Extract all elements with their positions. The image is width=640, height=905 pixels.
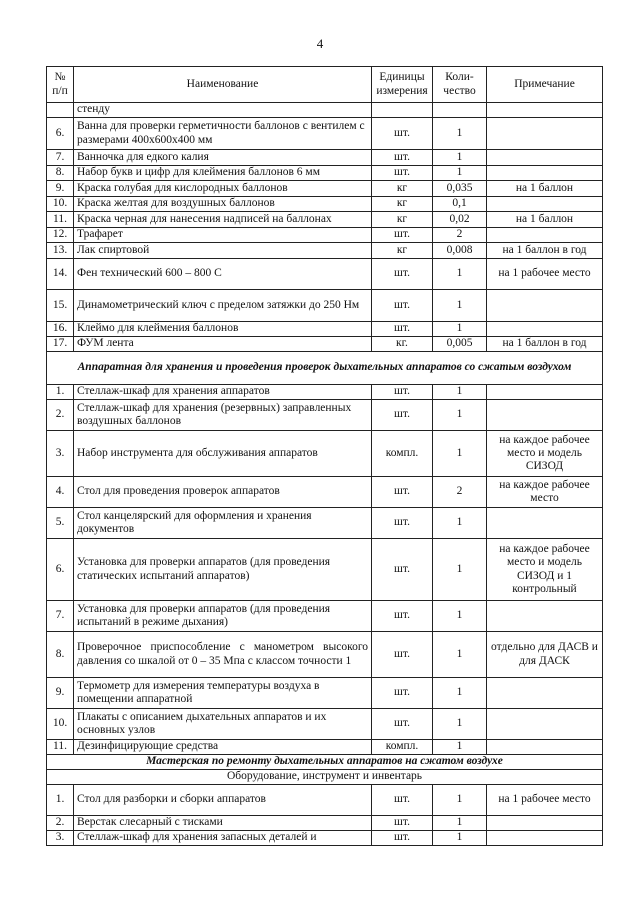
item-quantity: 1 (433, 508, 487, 539)
item-number: 4. (47, 477, 74, 508)
table-row (47, 212, 603, 228)
item-quantity: 1 (433, 816, 487, 831)
item-quantity: 1 (433, 785, 487, 816)
table-row (47, 290, 603, 322)
item-quantity: 1 (433, 831, 487, 846)
table-row (47, 477, 603, 508)
table-row (47, 322, 603, 337)
item-name: стенду (74, 103, 372, 118)
item-name: Набор инструмента для обслуживания аппаратов (74, 431, 372, 477)
item-note (487, 601, 603, 632)
table-row (47, 816, 603, 831)
table-row (47, 400, 603, 431)
page-number: 4 (316, 36, 324, 51)
item-unit: шт. (372, 508, 433, 539)
item-name: Лак спиртовой (74, 243, 372, 259)
item-name: Верстак слесарный с тисками (74, 816, 372, 831)
item-name: Установка для проверки аппаратов (для проведения испытаний в режиме дыхания) (74, 601, 372, 632)
item-unit: шт. (372, 831, 433, 846)
item-quantity: 1 (433, 431, 487, 477)
item-note (487, 816, 603, 831)
section-row (47, 755, 603, 770)
table-row (47, 709, 603, 740)
item-name: Краска черная для нанесения надписей на баллонах (74, 212, 372, 228)
header-note: Примечание (487, 67, 603, 103)
item-number: 6. (47, 539, 74, 601)
item-unit: шт. (372, 166, 433, 181)
item-note (487, 322, 603, 337)
item-note (487, 290, 603, 322)
item-unit: шт. (372, 290, 433, 322)
item-name: Плакаты с описанием дыхательных аппаратов и их основных узлов (74, 709, 372, 740)
item-number: 7. (47, 601, 74, 632)
item-number: 2. (47, 816, 74, 831)
table-row (47, 118, 603, 150)
item-note: на 1 рабочее место (487, 259, 603, 290)
section-row (47, 352, 603, 385)
header-num: № п/п (47, 67, 74, 103)
item-number: 2. (47, 400, 74, 431)
subsection-row (47, 770, 603, 785)
header-unit: Единицы измерения (372, 67, 433, 103)
item-number: 11. (47, 740, 74, 755)
table-row (47, 259, 603, 290)
item-number: 15. (47, 290, 74, 322)
item-name: Установка для проверки аппаратов (для проведения статических испытаний аппаратов) (74, 539, 372, 601)
item-name: Дезинфицирующие средства (74, 740, 372, 755)
item-unit: шт. (372, 678, 433, 709)
item-note (487, 678, 603, 709)
item-quantity: 1 (433, 632, 487, 678)
table-row (47, 150, 603, 166)
item-unit: шт. (372, 601, 433, 632)
item-unit: кг (372, 181, 433, 197)
item-name: Стеллаж-шкаф для хранения (резервных) заправленных воздушных баллонов (74, 400, 372, 431)
item-unit: кг (372, 212, 433, 228)
item-note (487, 508, 603, 539)
section-title: Мастерская по ремонту дыхательных аппаратов на сжатом воздухе (47, 755, 603, 770)
item-number (47, 103, 74, 118)
header-name: Наименование (74, 67, 372, 103)
item-note: на каждое рабочее место (487, 477, 603, 508)
item-name: Проверочное приспособление с манометром высокого давления со шкалой от 0 – 35 Мпа с классом точности 1 (74, 632, 372, 678)
item-number: 8. (47, 632, 74, 678)
item-number: 6. (47, 118, 74, 150)
item-note: на 1 рабочее место (487, 785, 603, 816)
item-unit: шт. (372, 816, 433, 831)
item-name: Стол канцелярский для оформления и хранения документов (74, 508, 372, 539)
item-quantity: 1 (433, 400, 487, 431)
item-note (487, 831, 603, 846)
item-unit: шт. (372, 228, 433, 243)
item-quantity: 0,02 (433, 212, 487, 228)
item-quantity: 1 (433, 322, 487, 337)
item-quantity: 1 (433, 118, 487, 150)
item-note: на 1 баллон (487, 212, 603, 228)
item-quantity: 1 (433, 709, 487, 740)
item-number: 5. (47, 508, 74, 539)
item-quantity: 0,008 (433, 243, 487, 259)
item-note: на 1 баллон (487, 181, 603, 197)
item-note (487, 166, 603, 181)
item-number: 12. (47, 228, 74, 243)
table-row (47, 740, 603, 755)
item-number: 14. (47, 259, 74, 290)
item-unit: шт. (372, 632, 433, 678)
item-name: Краска голубая для кислородных баллонов (74, 181, 372, 197)
item-unit: компл. (372, 740, 433, 755)
table-row (47, 103, 603, 118)
item-quantity: 1 (433, 259, 487, 290)
item-number: 10. (47, 709, 74, 740)
item-number: 8. (47, 166, 74, 181)
item-name: Ванночка для едкого калия (74, 150, 372, 166)
item-unit: кг (372, 197, 433, 212)
table-row (47, 678, 603, 709)
item-name: Краска желтая для воздушных баллонов (74, 197, 372, 212)
table-row (47, 243, 603, 259)
section-title: Аппаратная для хранения и проведения проверок дыхательных аппаратов со сжатым воздухом (47, 352, 603, 385)
item-note: на каждое рабочее место и модель СИЗОД (487, 431, 603, 477)
item-quantity: 2 (433, 477, 487, 508)
item-number: 3. (47, 831, 74, 846)
item-number: 11. (47, 212, 74, 228)
item-quantity: 1 (433, 385, 487, 400)
table-row (47, 228, 603, 243)
item-number: 1. (47, 785, 74, 816)
equipment-table (46, 66, 603, 846)
table-row (47, 632, 603, 678)
item-name: ФУМ лента (74, 337, 372, 352)
item-quantity: 1 (433, 150, 487, 166)
table-row (47, 431, 603, 477)
item-name: Клеймо для клеймения баллонов (74, 322, 372, 337)
item-note (487, 150, 603, 166)
item-number: 3. (47, 431, 74, 477)
item-note (487, 228, 603, 243)
item-name: Динамометрический ключ с пределом затяжки до 250 Нм (74, 290, 372, 322)
table-row (47, 181, 603, 197)
table-row (47, 539, 603, 601)
item-unit: шт. (372, 118, 433, 150)
subsection-title: Оборудование, инструмент и инвентарь (47, 770, 603, 785)
item-quantity: 1 (433, 166, 487, 181)
item-note (487, 400, 603, 431)
item-unit: шт. (372, 322, 433, 337)
item-unit: кг (372, 243, 433, 259)
item-quantity: 1 (433, 601, 487, 632)
item-number: 16. (47, 322, 74, 337)
item-note (487, 103, 603, 118)
item-note (487, 118, 603, 150)
item-unit: шт. (372, 477, 433, 508)
item-note: отдельно для ДАСВ и для ДАСК (487, 632, 603, 678)
item-quantity: 0,035 (433, 181, 487, 197)
item-number: 7. (47, 150, 74, 166)
table-row (47, 508, 603, 539)
item-number: 1. (47, 385, 74, 400)
table-row (47, 197, 603, 212)
item-name: Стол для проведения проверок аппаратов (74, 477, 372, 508)
table-header-row (47, 67, 603, 103)
table-row (47, 385, 603, 400)
item-quantity: 0,1 (433, 197, 487, 212)
item-unit: шт. (372, 150, 433, 166)
item-quantity: 0,005 (433, 337, 487, 352)
item-note: на 1 баллон в год (487, 337, 603, 352)
item-number: 9. (47, 181, 74, 197)
item-unit: шт. (372, 785, 433, 816)
item-unit: шт. (372, 259, 433, 290)
item-name: Стеллаж-шкаф для хранения запасных деталей и (74, 831, 372, 846)
table-row (47, 785, 603, 816)
item-note: на 1 баллон в год (487, 243, 603, 259)
item-quantity: 2 (433, 228, 487, 243)
item-note (487, 385, 603, 400)
header-qty: Коли-чество (433, 67, 487, 103)
item-unit (372, 103, 433, 118)
table-row (47, 337, 603, 352)
item-name: Фен технический 600 – 800 С (74, 259, 372, 290)
item-unit: шт. (372, 539, 433, 601)
item-name: Термометр для измерения температуры воздуха в помещении аппаратной (74, 678, 372, 709)
item-quantity: 1 (433, 290, 487, 322)
item-unit: компл. (372, 431, 433, 477)
item-name: Стеллаж-шкаф для хранения аппаратов (74, 385, 372, 400)
item-unit: шт. (372, 400, 433, 431)
item-name: Набор букв и цифр для клеймения баллонов 6 мм (74, 166, 372, 181)
table-row (47, 601, 603, 632)
item-quantity: 1 (433, 740, 487, 755)
item-quantity: 1 (433, 539, 487, 601)
item-note: на каждое рабочее место и модель СИЗОД и 1 контрольный (487, 539, 603, 601)
table-row (47, 166, 603, 181)
item-unit: шт. (372, 709, 433, 740)
item-note (487, 740, 603, 755)
item-unit: кг. (372, 337, 433, 352)
item-note (487, 197, 603, 212)
item-note (487, 709, 603, 740)
item-quantity: 1 (433, 678, 487, 709)
item-unit: шт. (372, 385, 433, 400)
item-name: Стол для разборки и сборки аппаратов (74, 785, 372, 816)
item-number: 9. (47, 678, 74, 709)
item-name: Ванна для проверки герметичности баллонов с вентилем с размерами 400х600х400 мм (74, 118, 372, 150)
item-quantity (433, 103, 487, 118)
table-row (47, 831, 603, 846)
item-number: 17. (47, 337, 74, 352)
item-number: 10. (47, 197, 74, 212)
item-number: 13. (47, 243, 74, 259)
item-name: Трафарет (74, 228, 372, 243)
